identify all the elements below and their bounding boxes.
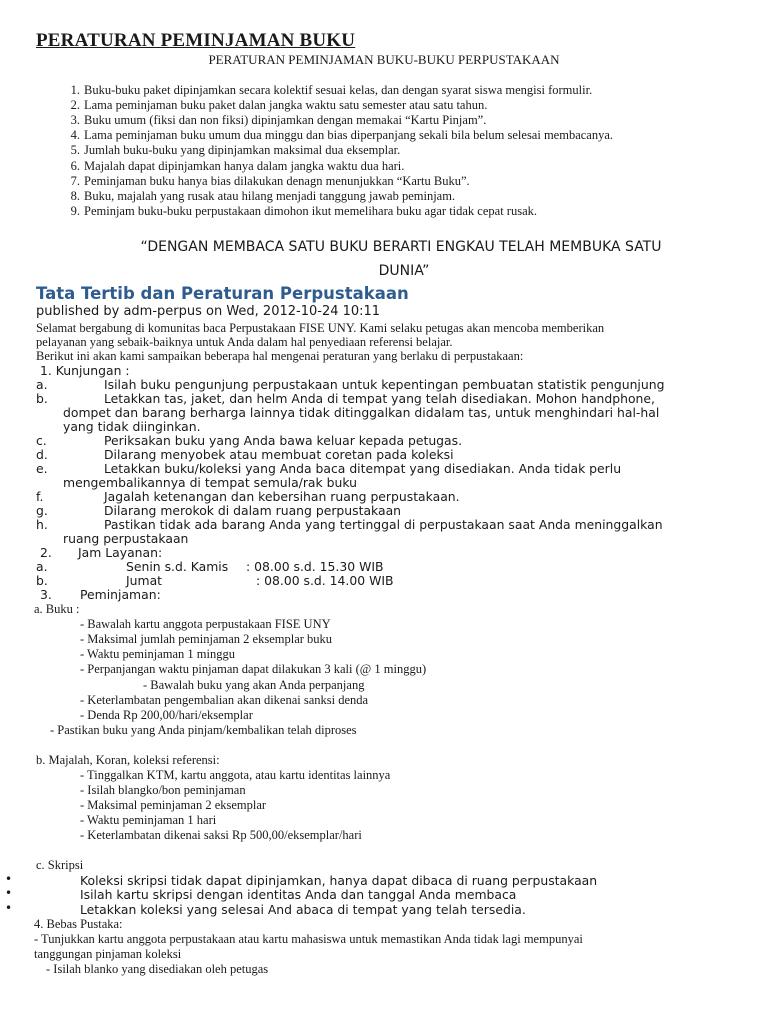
rule-number: 6.	[70, 159, 80, 173]
rule-item	[58, 204, 538, 219]
quote-line: “DENGAN MEMBACA SATU BUKU BERARTI ENGKAU TELAH MEMBUKA SATU	[140, 239, 662, 255]
item-marker: a.	[36, 377, 48, 392]
item-text: Jagalah ketenangan dan kebersihan ruang perpustakaan.	[104, 489, 460, 504]
rule-number: 5.	[70, 143, 80, 157]
document-subtitle: PERATURAN PEMINJAMAN BUKU-BUKU PERPUSTAKAAN	[208, 52, 560, 67]
rule-item	[58, 113, 487, 128]
majalah-item: - Waktu peminjaman 1 hari	[80, 813, 217, 827]
buku-item: - Denda Rp 200,00/hari/eksemplar	[80, 708, 253, 722]
rule-text: Jumlah buku-buku yang dipinjamkan maksimal dua eksemplar.	[84, 143, 401, 157]
rule-item	[58, 98, 488, 113]
jam-time: : 08.00 s.d. 15.30 WIB	[246, 559, 384, 574]
document-title: PERATURAN PEMINJAMAN BUKU	[36, 30, 356, 51]
majalah-heading: b. Majalah, Koran, koleksi referensi:	[36, 753, 220, 767]
rule-text: Buku umum (fiksi dan non fiksi) dipinjamkan dengan memakai “Kartu Pinjam”.	[84, 113, 487, 127]
rule-text: Lama peminjaman buku paket dalan jangka waktu satu semester atau satu tahun.	[84, 98, 488, 112]
item-marker: h.	[36, 517, 48, 532]
item-text: Dilarang menyobek atau membuat coretan pada koleksi	[104, 447, 454, 462]
item-text: dompet dan barang berharga lainnya tidak ditinggalkan didalam tas, untuk menghindari hal-hal	[63, 405, 660, 420]
skripsi-item: Letakkan koleksi yang selesai And abaca di tempat yang telah tersedia.	[80, 902, 526, 917]
rule-number: 1.	[70, 83, 80, 97]
item-text: Letakkan tas, jaket, dan helm Anda di tempat yang telah disediakan. Mohon handphone,	[104, 391, 655, 406]
bullet-icon: •	[5, 901, 13, 915]
majalah-item: - Tinggalkan KTM, kartu anggota, atau kartu identitas lainnya	[80, 768, 391, 782]
section-number: 3.	[40, 587, 52, 602]
kunjungan-heading: 1. Kunjungan :	[40, 363, 130, 378]
quote	[0, 235, 768, 283]
section-label: Peminjaman:	[80, 587, 161, 602]
item-text: mengembalikannya di tempat semula/rak buku	[63, 475, 357, 490]
buku-item: - Pastikan buku yang Anda pinjam/kembalikan telah diproses	[50, 723, 357, 737]
jam-day: Jumat	[126, 573, 163, 588]
rule-item	[58, 159, 405, 174]
item-marker: e.	[36, 461, 48, 476]
item-text: Dilarang merokok di dalam ruang perpustakaan	[104, 503, 402, 518]
item-text: Pastikan tidak ada barang Anda yang tertinggal di perpustakaan saat Anda meninggalkan	[104, 517, 663, 532]
item-marker: b.	[36, 391, 48, 406]
skripsi-item: Isilah kartu skripsi dengan identitas Anda dan tanggal Anda membaca	[80, 887, 517, 902]
majalah-item: - Keterlambatan dikenai saksi Rp 500,00/eksemplar/hari	[80, 828, 362, 842]
rule-text: Peminjam buku-buku perpustakaan dimohon ikut memelihara buku agar tidak cepat rusak.	[84, 204, 538, 218]
rule-number: 7.	[70, 174, 80, 188]
bebas-item: - Isilah blanko yang disediakan oleh petugas	[46, 962, 269, 976]
rule-item	[58, 83, 593, 98]
item-marker: f.	[36, 489, 44, 504]
rule-text: Buku-buku paket dipinjamkan secara kolektif sesuai kelas, dan dengan syarat siswa mengisi formulir.	[84, 83, 593, 97]
rule-item	[58, 128, 614, 143]
item-marker: g.	[36, 503, 48, 518]
rule-text: Peminjaman buku hanya bias dilakukan denagn menunjukkan “Kartu Buku”.	[84, 174, 470, 188]
item-text: ruang perpustakaan	[63, 531, 189, 546]
rule-text: Lama peminjaman buku umum dua minggu dan bias diperpanjang sekali bila belum selesai membacanya.	[84, 128, 614, 142]
item-text: Periksakan buku yang Anda bawa keluar kepada petugas.	[104, 433, 463, 448]
rule-number: 3.	[70, 113, 80, 127]
majalah-item: - Maksimal peminjaman 2 eksemplar	[80, 798, 267, 812]
jam-day: Senin s.d. Kamis	[126, 559, 229, 574]
item-text: Letakkan buku/koleksi yang Anda baca ditempat yang disediakan. Anda tidak perlu	[104, 461, 622, 476]
buku-item: - Keterlambatan pengembalian akan dikenai sanksi denda	[80, 693, 369, 707]
section-number: 2.	[40, 545, 52, 560]
bebas-item: - Tunjukkan kartu anggota perpustakaan atau kartu mahasiswa untuk memastikan Anda tidak lagi mempunyai	[34, 932, 583, 946]
skripsi-heading: c. Skripsi	[36, 858, 84, 872]
rule-number: 9.	[70, 204, 80, 218]
rule-text: Buku, majalah yang rusak atau hilang menjadi tanggung jawab peminjam.	[84, 189, 456, 203]
buku-item: - Bawalah kartu anggota perpustakaan FISE UNY	[80, 617, 331, 631]
post-heading: Tata Tertib dan Peraturan Perpustakaan	[36, 284, 409, 303]
jam-time: : 08.00 s.d. 14.00 WIB	[256, 573, 394, 588]
bebas-item: tanggungan pinjaman koleksi	[34, 947, 182, 961]
rule-item	[58, 189, 456, 204]
intro-text: pelayanan yang sebaik-baiknya untuk Anda dalam hal penyediaan referensi belajar.	[36, 335, 453, 349]
rule-text: Majalah dapat dipinjamkan hanya dalam jangka waktu dua hari.	[84, 159, 405, 173]
bullet-icon: •	[5, 872, 13, 886]
item-text: Isilah buku pengunjung perpustakaan untuk kepentingan pembuatan statistik pengunjung	[104, 377, 665, 392]
item-text: yang tidak diinginkan.	[63, 419, 201, 434]
section-label: Jam Layanan:	[78, 545, 163, 560]
item-marker: d.	[36, 447, 48, 462]
item-marker: a.	[36, 559, 48, 574]
buku-item: - Waktu peminjaman 1 minggu	[80, 647, 235, 661]
bullet-icon: •	[5, 886, 13, 900]
rule-number: 8.	[70, 189, 80, 203]
rule-item	[58, 174, 470, 189]
buku-item: - Maksimal jumlah peminjaman 2 eksemplar buku	[80, 632, 333, 646]
bebas-heading: 4. Bebas Pustaka:	[34, 917, 123, 931]
buku-subitem: - Bawalah buku yang akan Anda perpanjang	[143, 678, 365, 692]
skripsi-item: Koleksi skripsi tidak dapat dipinjamkan, hanya dapat dibaca di ruang perpustakaan	[80, 873, 598, 888]
quote-line: DUNIA”	[378, 263, 430, 279]
buku-item: - Perpanjangan waktu pinjaman dapat dilakukan 3 kali (@ 1 minggu)	[80, 662, 427, 676]
majalah-item: - Isilah blangko/bon peminjaman	[80, 783, 246, 797]
item-marker: b.	[36, 573, 48, 588]
post-byline: published by adm-perpus on Wed, 2012-10-24 10:11	[36, 304, 381, 319]
item-marker: c.	[36, 433, 47, 448]
intro-text: Berikut ini akan kami sampaikan beberapa hal mengenai peraturan yang berlaku di perpustakaan:	[36, 349, 524, 363]
buku-heading: a. Buku :	[34, 602, 80, 616]
rule-number: 4.	[70, 128, 80, 142]
rule-item	[58, 143, 401, 158]
intro-text: Selamat bergabung di komunitas baca Perpustakaan FISE UNY. Kami selaku petugas akan mencoba memberikan	[36, 321, 605, 335]
rule-number: 2.	[70, 98, 80, 112]
